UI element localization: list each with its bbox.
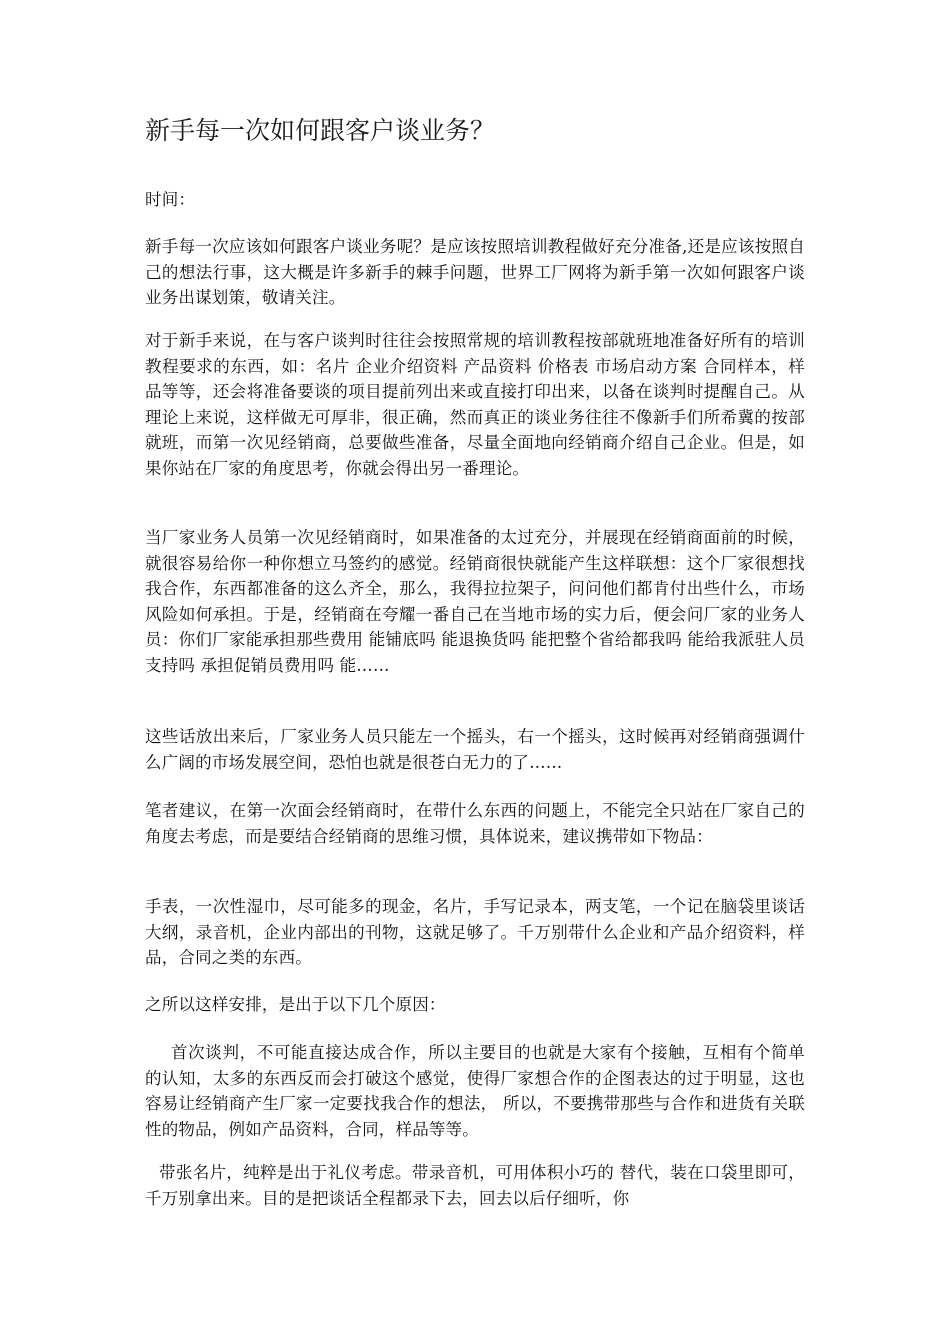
paragraph-reasons-intro: 之所以这样安排，是出于以下几个原因： [145,995,446,1014]
paragraph-suggestion: 笔者建议，在第一次面会经销商时，在带什么东西的问题上，不能完全只站在厂家自己的角度去考虑，而是要结合经销商的思维习惯，具体说来，建议携带如下物品： [145,801,805,846]
paragraph-intro: 新手每一次应该如何跟客户谈业务呢？是应该按照培训教程做好充分准备,还是应该按照自己的想法行事，这大概是许多新手的棘手问题，世界工厂网将为新手第一次如何跟客户谈业务出谋划策，敬请关注。 [145,237,805,307]
page-title: 新手每一次如何跟客户谈业务？ [145,116,496,145]
paragraph-reason-first: 首次谈判，不可能直接达成合作，所以主要目的也就是大家有个接触，互相有个简单的认知，太多的东西反而会打破这个感觉，使得厂家想合作的企图表达的过于明显，这也容易让经销商产生厂家一定要找我合作的想法， 所以，不要携带那些与合作和进货有关联性的物品，例如产品资料，合同，样品等等。 [145,1043,805,1139]
paragraph-first-meeting: 当厂家业务人员第一次见经销商时，如果准备的太过充分，并展现在经销商面前的时候，就很容易给你一种你想立马签约的感觉。经销商很快就能产生这样联想：这个厂家很想找我合作，东西都准备的这么齐全，那么，我得拉拉架子，问问他们都肯付出些什么，市场风险如何承担。于是，经销商在夸耀一番自己在当地市场的实力后，便会问厂家的业务人员：你们厂家能承担那些费用 能铺底吗 能退换货吗 能把整个省给都我吗 能给我派驻人员支持吗 承担促销员费用吗 能…… [145,528,805,675]
time-label: 时间： [145,190,196,209]
paragraph-shaking-head: 这些话放出来后，厂家业务人员只能左一个摇头，右一个摇头，这时候再对经销商强调什么广阔的市场发展空间，恐怕也就是很苍白无力的了…… [145,727,805,772]
paragraph-reason-second: 带张名片，纯粹是出于礼仪考虑。带录音机，可用体积小巧的 替代，装在口袋里即可，千万别拿出来。目的是把谈话全程都录下去，回去以后仔细听，你 [145,1163,805,1208]
paragraph-newbie-preparation: 对于新手来说，在与客户谈判时往往会按照常规的培训教程按部就班地准备好所有的培训教程要求的东西，如：名片 企业介绍资料 产品资料 价格表 市场启动方案 合同样本，样品等等，还会将准备要谈的项目提前列出来或直接打印出来，以备在谈判时提醒自己。从理论上来说，这样做无可厚非，很正确，然而真正的谈业务往往不像新手们所希冀的按部就班，而第一次见经销商，总要做些准备，尽量全面地向经销商介绍自己企业。但是，如果你站在厂家的角度思考，你就会得出另一番理论。 [145,331,805,478]
paragraph-items-list: 手表，一次性湿巾，尽可能多的现金，名片，手写记录本，两支笔，一个记在脑袋里谈话大纲，录音机，企业内部出的刊物，这就足够了。千万别带什么企业和产品介绍资料，样品，合同之类的东西。 [145,897,805,967]
